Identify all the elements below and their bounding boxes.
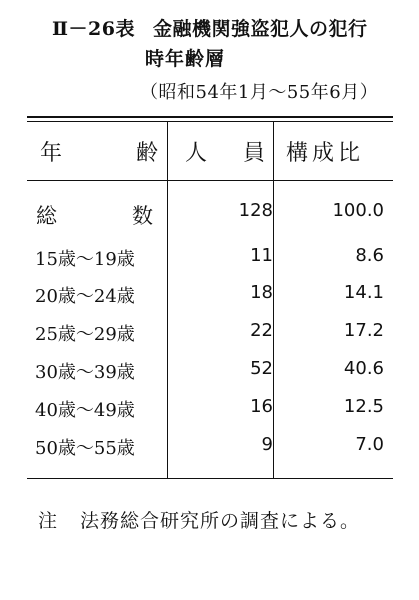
title-line-1 xyxy=(52,14,367,41)
person-count: 11 xyxy=(250,245,273,266)
total-ratio: 100.0 xyxy=(332,200,384,221)
header-age xyxy=(40,136,158,167)
table-row xyxy=(0,358,419,388)
title-line-2: 時年齢層 xyxy=(145,48,226,70)
table-row xyxy=(0,396,419,426)
footnote-label: 注 xyxy=(38,510,59,532)
total-label-char-1: 総 xyxy=(36,204,57,228)
composition-ratio: 7.0 xyxy=(355,434,384,455)
total-label xyxy=(36,200,153,230)
age-range: 30歳～39歳 xyxy=(35,362,135,383)
header-count-char-2: 員 xyxy=(242,141,265,166)
total-label-char-2: 数 xyxy=(132,204,153,228)
header-divider xyxy=(27,180,393,181)
age-range: 40歳～49歳 xyxy=(35,400,135,421)
table-row xyxy=(0,282,419,312)
person-count: 22 xyxy=(250,320,273,341)
table-top-rule xyxy=(27,116,393,118)
person-count: 52 xyxy=(250,358,273,379)
table-bottom-rule xyxy=(27,478,393,479)
composition-ratio: 8.6 xyxy=(355,245,384,266)
age-range: 50歳～55歳 xyxy=(35,438,135,459)
composition-ratio: 40.6 xyxy=(343,358,384,379)
title-period: （昭和54年1月～55年6月） xyxy=(140,82,379,103)
table-row xyxy=(0,245,419,275)
composition-ratio: 17.2 xyxy=(343,320,384,341)
header-count xyxy=(185,136,265,167)
composition-ratio: 12.5 xyxy=(343,396,384,417)
footnote xyxy=(38,506,360,533)
person-count: 9 xyxy=(261,434,273,455)
table-number: Ⅱ－26表 xyxy=(52,18,135,40)
footnote-text: 法務総合研究所の調査による。 xyxy=(80,510,361,532)
table-row xyxy=(0,434,419,464)
age-range: 15歳～19歳 xyxy=(35,249,135,270)
header-age-char-2: 齢 xyxy=(135,141,158,166)
header-count-char-1: 人 xyxy=(185,141,208,166)
total-count: 128 xyxy=(238,200,273,221)
person-count: 16 xyxy=(250,396,273,417)
person-count: 18 xyxy=(250,282,273,303)
table-top-rule-thin xyxy=(27,121,393,122)
title-main: 金融機関強盗犯人の犯行 xyxy=(152,18,368,40)
composition-ratio: 14.1 xyxy=(343,282,384,303)
age-range: 20歳～24歳 xyxy=(35,286,135,307)
table-row xyxy=(0,320,419,350)
header-age-char-1: 年 xyxy=(40,141,63,166)
age-range: 25歳～29歳 xyxy=(35,324,135,345)
header-ratio: 構成比 xyxy=(286,141,365,166)
table-row-total xyxy=(0,200,419,230)
